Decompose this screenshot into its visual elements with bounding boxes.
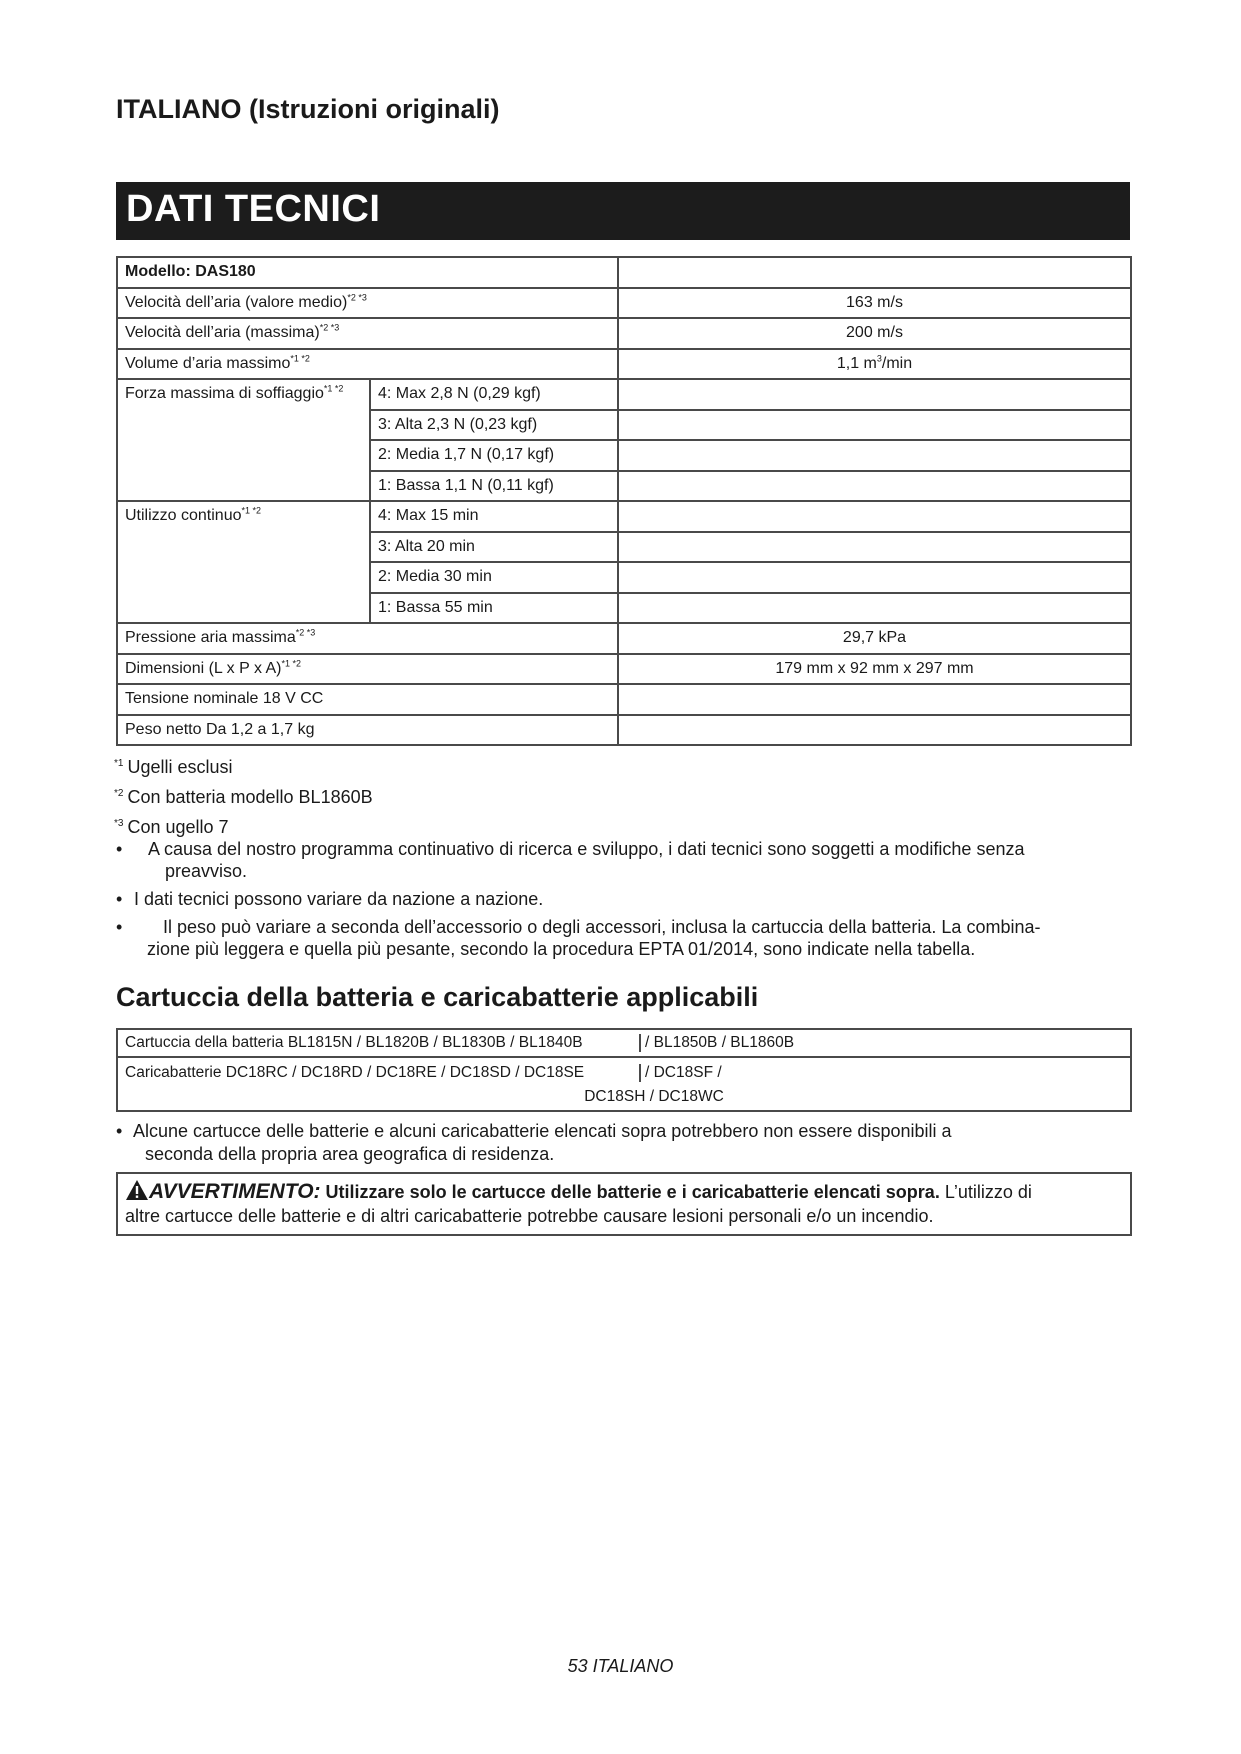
value-cell: 200 m/s (618, 318, 1131, 349)
bullet-icon: • (116, 889, 123, 909)
page-footer: 53 ITALIANO (567, 1656, 674, 1676)
param-cell: Utilizzo continuo$^{*1 *2}$ (117, 501, 370, 623)
empty-cell (618, 379, 1131, 410)
value-cell: 1,1 $m^3/\min$ (618, 349, 1131, 380)
empty-cell (618, 501, 1131, 532)
table-row (117, 349, 1131, 380)
param-cell: Pressione aria massima$^{*2 *3}$ (117, 623, 618, 654)
bullet-icon: • (116, 839, 123, 859)
level-cell: 2: Media 30 min (370, 562, 618, 593)
model-cell: Modello: DAS180 (117, 257, 618, 288)
footnote: $^{*3}$ Con ugello 7 (114, 817, 229, 837)
level-cell: 1: Bassa 1,1 N (0,11 kgf) (370, 471, 618, 502)
list-item: • Il peso può variare a seconda dell’accessorio o degli accessori, inclusa la cartuccia della batteria. La combina- zione più leggera e quella più pesante, secondo la procedura EPTA 01/2014, sono indicate nella tabella. (116, 917, 1041, 959)
empty-cell (618, 410, 1131, 441)
table-row (117, 379, 1131, 410)
empty-cell (618, 257, 1131, 288)
footnote: $^{*2}$ Con batteria modello BL1860B (114, 787, 373, 807)
param-cell: Velocità dell’aria (valore medio)$^{*2 *3}$ (117, 288, 618, 319)
empty-cell (618, 440, 1131, 471)
section-title: DATI TECNICI (126, 188, 381, 230)
table-row (117, 318, 1131, 349)
table-row (117, 715, 1131, 746)
table-row (117, 1029, 1131, 1057)
warning-text: altre cartucce delle batterie e di altri caricabatterie potrebbe causare lesioni personali e/o un incendio. (125, 1206, 934, 1226)
level-cell: 1: Bassa 55 min (370, 593, 618, 624)
list-item: • A causa del nostro programma continuativo di ricerca e sviluppo, i dati tecnici sono soggetti a modifiche senza preavviso. (116, 839, 1025, 881)
warning-text: Utilizzare solo le cartucce delle batterie e i caricabatterie elencati sopra. (325, 1182, 940, 1202)
table-row (117, 1057, 1131, 1111)
bullet-icon: • (116, 1121, 123, 1141)
warning-icon (125, 1179, 149, 1201)
empty-cell (618, 593, 1131, 624)
level-cell: 4: Max 15 min (370, 501, 618, 532)
table-row (117, 501, 1131, 532)
table-row (117, 288, 1131, 319)
table-row (117, 623, 1131, 654)
list-item: • I dati tecnici possono variare da nazione a nazione. (116, 889, 544, 909)
empty-cell (618, 532, 1131, 563)
page-title: ITALIANO (Istruzioni originali) (116, 94, 500, 124)
warning-text: L’utilizzo di (944, 1182, 1032, 1202)
battery-section-title: Cartuccia della batteria e caricabatterie applicabili (116, 982, 759, 1012)
level-cell: 3: Alta 20 min (370, 532, 618, 563)
param-cell: Dimensioni (L x P x A)$^{*1 *2}$ (117, 654, 618, 685)
value-cell: 29,7 kPa (618, 623, 1131, 654)
empty-cell (618, 684, 1131, 715)
spec-notes (114, 838, 1134, 966)
footnote: $^{*1}$ Ugelli esclusi (114, 757, 233, 777)
empty-cell (618, 562, 1131, 593)
empty-cell (618, 471, 1131, 502)
table-row (117, 654, 1131, 685)
level-cell: 2: Media 1,7 N (0,17 kgf) (370, 440, 618, 471)
level-cell: 3: Alta 2,3 N (0,23 kgf) (370, 410, 618, 441)
chargers-cell: Caricabatterie DC18RC / DC18RD / DC18RE / DC18SD / DC18SE / DC18SF / DC18SH / DC18WC (117, 1057, 1131, 1111)
empty-cell (618, 715, 1131, 746)
battery-table (116, 1028, 1132, 1112)
warning-label: AVVERTIMENTO: (149, 1180, 321, 1203)
value-cell: 179 mm x 92 mm x 297 mm (618, 654, 1131, 685)
availability-note: • Alcune cartucce delle batterie e alcuni caricabatterie elencati sopra potrebbero non essere disponibili a seconda della propria area geografica di residenza. (116, 1121, 952, 1164)
param-cell: Forza massima di soffiaggio$^{*1 *2}$ (117, 379, 370, 501)
table-row (117, 684, 1131, 715)
param-cell: Peso netto Da 1,2 a 1,7 kg (117, 715, 618, 746)
footnotes (114, 752, 1134, 842)
spec-table (116, 256, 1132, 746)
warning-box (116, 1172, 1132, 1236)
section-banner (116, 182, 1130, 240)
bullet-icon: • (116, 917, 123, 937)
param-cell: Volume d’aria massimo$^{*1 *2}$ (117, 349, 618, 380)
param-cell: Velocità dell’aria (massima)$^{*2 *3}$ (117, 318, 618, 349)
param-cell: Tensione nominale 18 V CC (117, 684, 618, 715)
table-row (117, 257, 1131, 288)
value-cell: 163 m/s (618, 288, 1131, 319)
level-cell: 4: Max 2,8 N (0,29 kgf) (370, 379, 618, 410)
cartridges-cell: Cartuccia della batteria BL1815N / BL1820B / BL1830B / BL1840B / BL1850B / BL1860B (117, 1029, 1131, 1057)
